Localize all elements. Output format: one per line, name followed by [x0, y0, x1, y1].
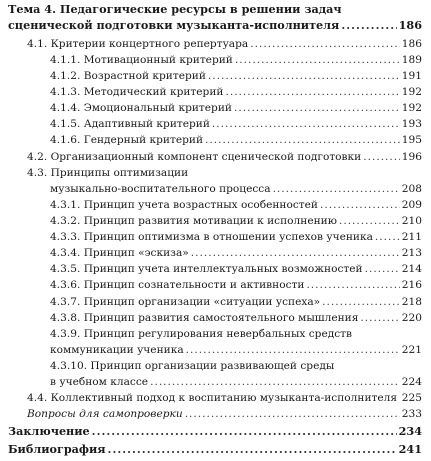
leader-dots: [205, 134, 400, 147]
toc-entry: [50, 86, 422, 99]
leader-dots: [250, 38, 400, 51]
page-number: 218: [401, 296, 422, 308]
page-number: 186: [401, 38, 422, 50]
entry-title: 4.3.10. Принцип организации развивающей среды: [50, 360, 335, 372]
page-number: 186: [398, 18, 422, 32]
toc-entry: [50, 376, 422, 389]
entry-title: 4.3.3. Принцип оптимизма в отношении успехов ученика: [50, 231, 373, 243]
toc-entry: [50, 54, 422, 67]
entry-title: 4.3.7. Принцип организации «ситуации успеха»: [50, 296, 321, 308]
toc-entry: [50, 344, 422, 357]
leader-dots: [150, 376, 400, 389]
toc-entry: [50, 118, 422, 131]
page-number: 221: [401, 344, 422, 356]
page-number: 241: [398, 442, 422, 456]
toc-entry: [27, 408, 422, 421]
page-number: 225: [401, 392, 422, 404]
page-number: 192: [401, 86, 422, 98]
entry-title: 4.3. Принципы оптимизации: [27, 167, 189, 179]
toc-entry: [50, 296, 422, 309]
leader-dots: [235, 54, 400, 67]
page-number: 189: [401, 54, 422, 66]
leader-dots: [365, 263, 400, 276]
leader-dots: [306, 279, 399, 292]
entry-title: 4.1.4. Эмоциональный критерий: [50, 102, 232, 114]
toc-entry-conclusion: [8, 425, 422, 438]
toc-entry: [50, 231, 422, 244]
toc-entry: [50, 312, 422, 325]
entry-title: Вопросы для самопроверки: [27, 408, 183, 420]
entry-title: 4.1.6. Гендерный критерий: [50, 134, 204, 146]
entry-title-cont: коммуникации ученика: [50, 344, 184, 356]
theme-title-line: [8, 19, 422, 32]
entry-title: 4.1. Критерии концертного репертуара: [27, 38, 249, 50]
entry-title: 4.3.8. Принцип развития самостоятельного мышления: [50, 312, 359, 324]
toc-entry: [50, 279, 422, 292]
toc-entry: [50, 247, 422, 260]
entry-title: 4.3.1. Принцип учета возрастных особенностей: [50, 199, 318, 211]
entry-title: 4.1.2. Возрастной критерий: [50, 70, 206, 82]
entry-title: 4.3.2. Принцип развития мотивации к исполнению: [50, 215, 337, 227]
leader-dots: [341, 19, 396, 32]
page-number: 191: [401, 70, 422, 82]
leader-dots: [108, 443, 397, 456]
page-number: 211: [401, 231, 422, 243]
page-number: 220: [401, 312, 422, 324]
theme-title: Тема 4. Педагогические ресурсы в решении задач: [8, 2, 342, 16]
entry-title-cont: в учебном классе: [50, 376, 149, 388]
leader-dots: [273, 183, 400, 196]
page-number: 210: [401, 215, 422, 227]
entry-title: Библиография: [8, 442, 106, 456]
leader-dots: [375, 231, 400, 244]
leader-dots: [363, 151, 400, 164]
toc-entry: [50, 183, 422, 196]
page-number: 195: [401, 134, 422, 146]
leader-dots: [234, 102, 400, 115]
entry-title: 4.2. Организационный компонент сценической подготовки: [27, 151, 362, 163]
entry-title: 4.3.9. Принцип регулирования невербальных средств: [50, 328, 353, 340]
toc-entry: [27, 151, 422, 164]
toc-entry: [50, 263, 422, 276]
page-number: 208: [401, 183, 422, 195]
leader-dots: [225, 86, 399, 99]
leader-dots: [212, 118, 400, 131]
entry-title: 4.4. Коллективный подход к воспитанию музыканта-исполнителя: [27, 392, 398, 404]
toc-entry: [50, 215, 422, 228]
leader-dots: [208, 70, 400, 83]
page-number: 216: [401, 279, 422, 291]
page-number: 196: [401, 151, 422, 163]
toc-entry-bibliography: [8, 443, 422, 456]
page-number: 193: [401, 118, 422, 130]
entry-title: Заключение: [8, 424, 90, 438]
entry-title: 4.3.6. Принцип сознательности и активности: [50, 279, 305, 291]
page-number: 233: [401, 408, 422, 420]
entry-title: 4.1.5. Адаптивный критерий: [50, 118, 210, 130]
toc-entry: [50, 134, 422, 147]
theme-title-cont: сценической подготовки музыканта-исполнителя: [8, 18, 340, 32]
leader-dots: [360, 312, 399, 325]
page-number: 213: [401, 247, 422, 259]
toc-entry: [27, 392, 422, 405]
page-number: 234: [398, 424, 422, 438]
leader-dots: [339, 215, 400, 228]
entry-title: 4.1.1. Мотивационный критерий: [50, 54, 233, 66]
page-number: 214: [401, 263, 422, 275]
leader-dots: [322, 296, 400, 309]
leader-dots: [185, 408, 400, 421]
leader-dots: [186, 344, 400, 357]
leader-dots: [320, 199, 400, 212]
entry-title: 4.3.4. Принцип «эскиза»: [50, 247, 189, 259]
page-number: 209: [401, 199, 422, 211]
leader-dots: [92, 425, 397, 438]
page-number: 192: [401, 102, 422, 114]
toc-entry: [50, 199, 422, 212]
toc-entry: [50, 102, 422, 115]
entry-title: 4.1.3. Методический критерий: [50, 86, 224, 98]
page-number: 224: [401, 376, 422, 388]
entry-title: 4.3.5. Принцип учета интеллектуальных возможностей: [50, 263, 363, 275]
leader-dots: [191, 247, 400, 260]
leader-dots: [399, 392, 400, 405]
entry-title-cont: музыкально-воспитательного процесса: [50, 183, 271, 195]
toc-entry: [27, 38, 422, 51]
toc-entry: [50, 70, 422, 83]
